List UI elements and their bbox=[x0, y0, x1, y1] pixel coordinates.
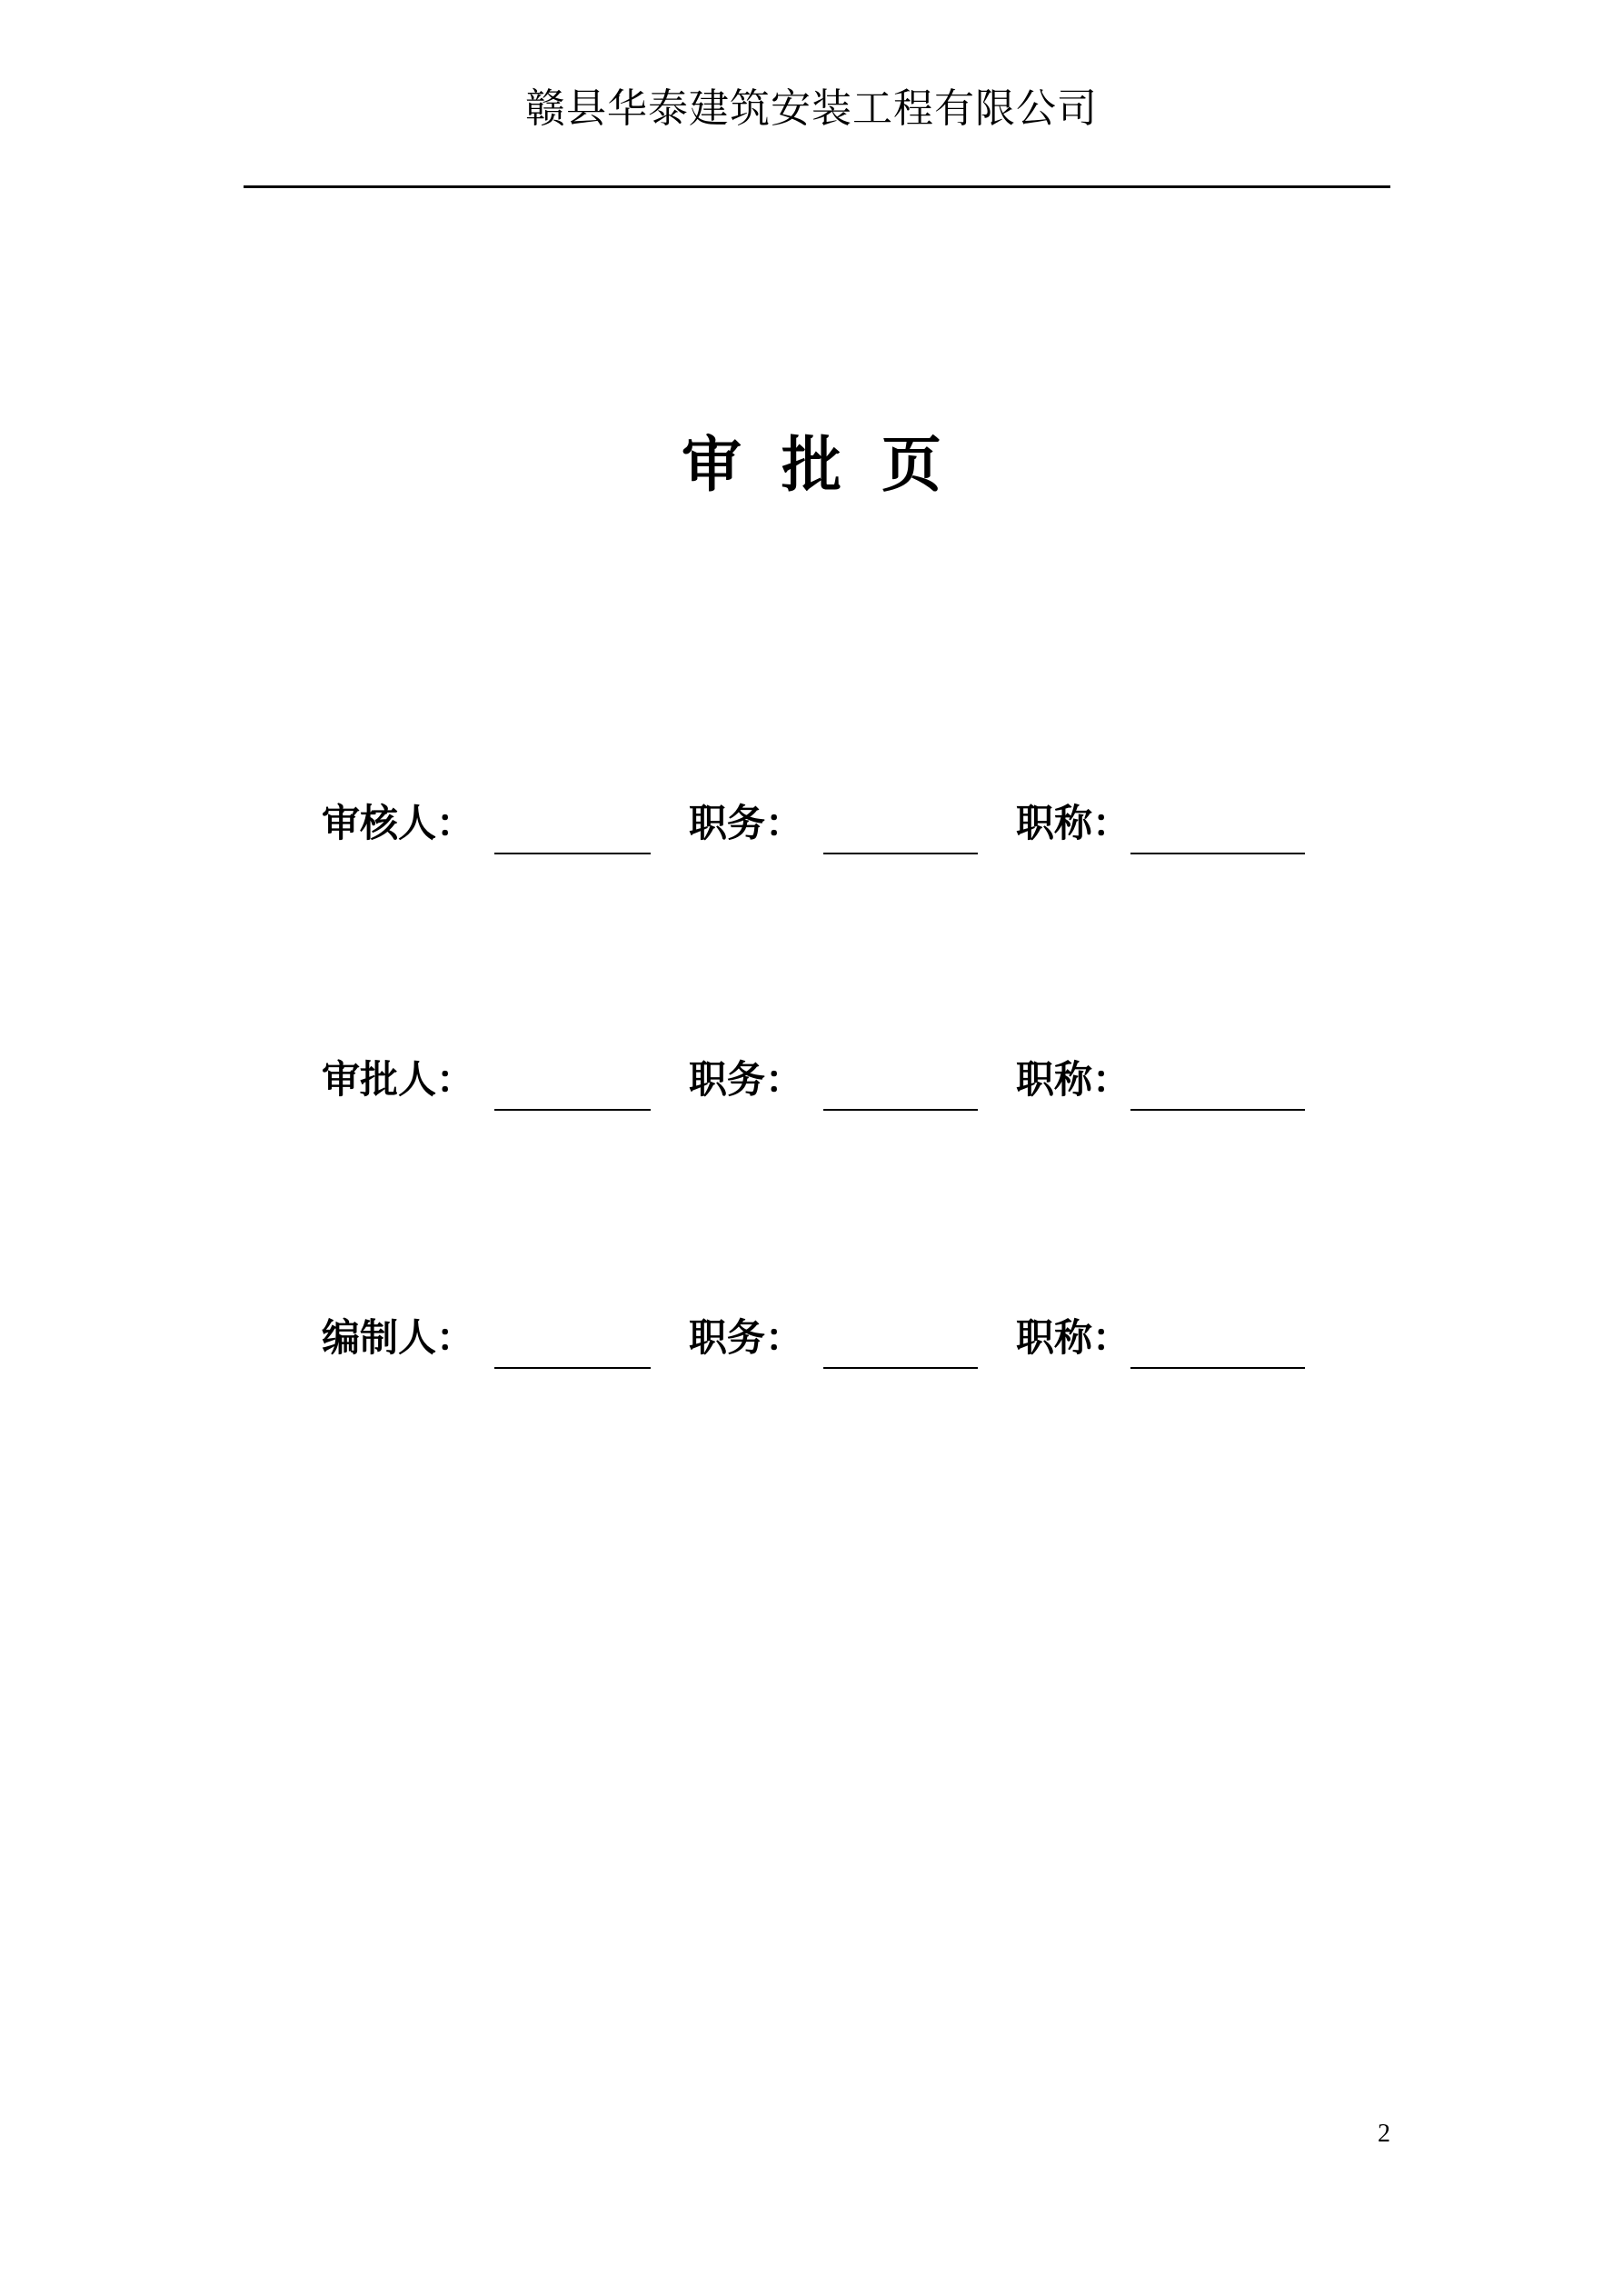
preparer-position-label: 职务： bbox=[689, 1315, 804, 1360]
approver-label: 审批人： bbox=[322, 1057, 475, 1102]
reviewer-label: 审核人： bbox=[322, 801, 475, 845]
approver-position-label: 职务： bbox=[689, 1057, 804, 1102]
preparer-label: 编制人： bbox=[322, 1315, 475, 1360]
approver-position-line[interactable] bbox=[823, 1109, 978, 1111]
signature-row-reviewer bbox=[0, 796, 1623, 860]
approver-signature-line[interactable] bbox=[494, 1109, 651, 1111]
preparer-title-line[interactable] bbox=[1130, 1367, 1305, 1369]
signature-row-preparer bbox=[0, 1311, 1623, 1374]
reviewer-signature-line[interactable] bbox=[494, 853, 651, 854]
reviewer-title-line[interactable] bbox=[1130, 853, 1305, 854]
company-header: 赣县华泰建筑安装工程有限公司 bbox=[525, 85, 1098, 132]
header-divider bbox=[244, 185, 1390, 188]
page-title: 审批页 bbox=[682, 430, 981, 500]
preparer-signature-line[interactable] bbox=[494, 1367, 651, 1369]
approver-title-label: 职称： bbox=[1016, 1057, 1131, 1102]
approver-title-line[interactable] bbox=[1130, 1109, 1305, 1111]
reviewer-position-label: 职务： bbox=[689, 801, 804, 845]
reviewer-title-label: 职称： bbox=[1016, 801, 1131, 845]
preparer-position-line[interactable] bbox=[823, 1367, 978, 1369]
preparer-title-label: 职称： bbox=[1016, 1315, 1131, 1360]
signature-row-approver bbox=[0, 1053, 1623, 1116]
page-number: 2 bbox=[1378, 2120, 1390, 2148]
reviewer-position-line[interactable] bbox=[823, 853, 978, 854]
